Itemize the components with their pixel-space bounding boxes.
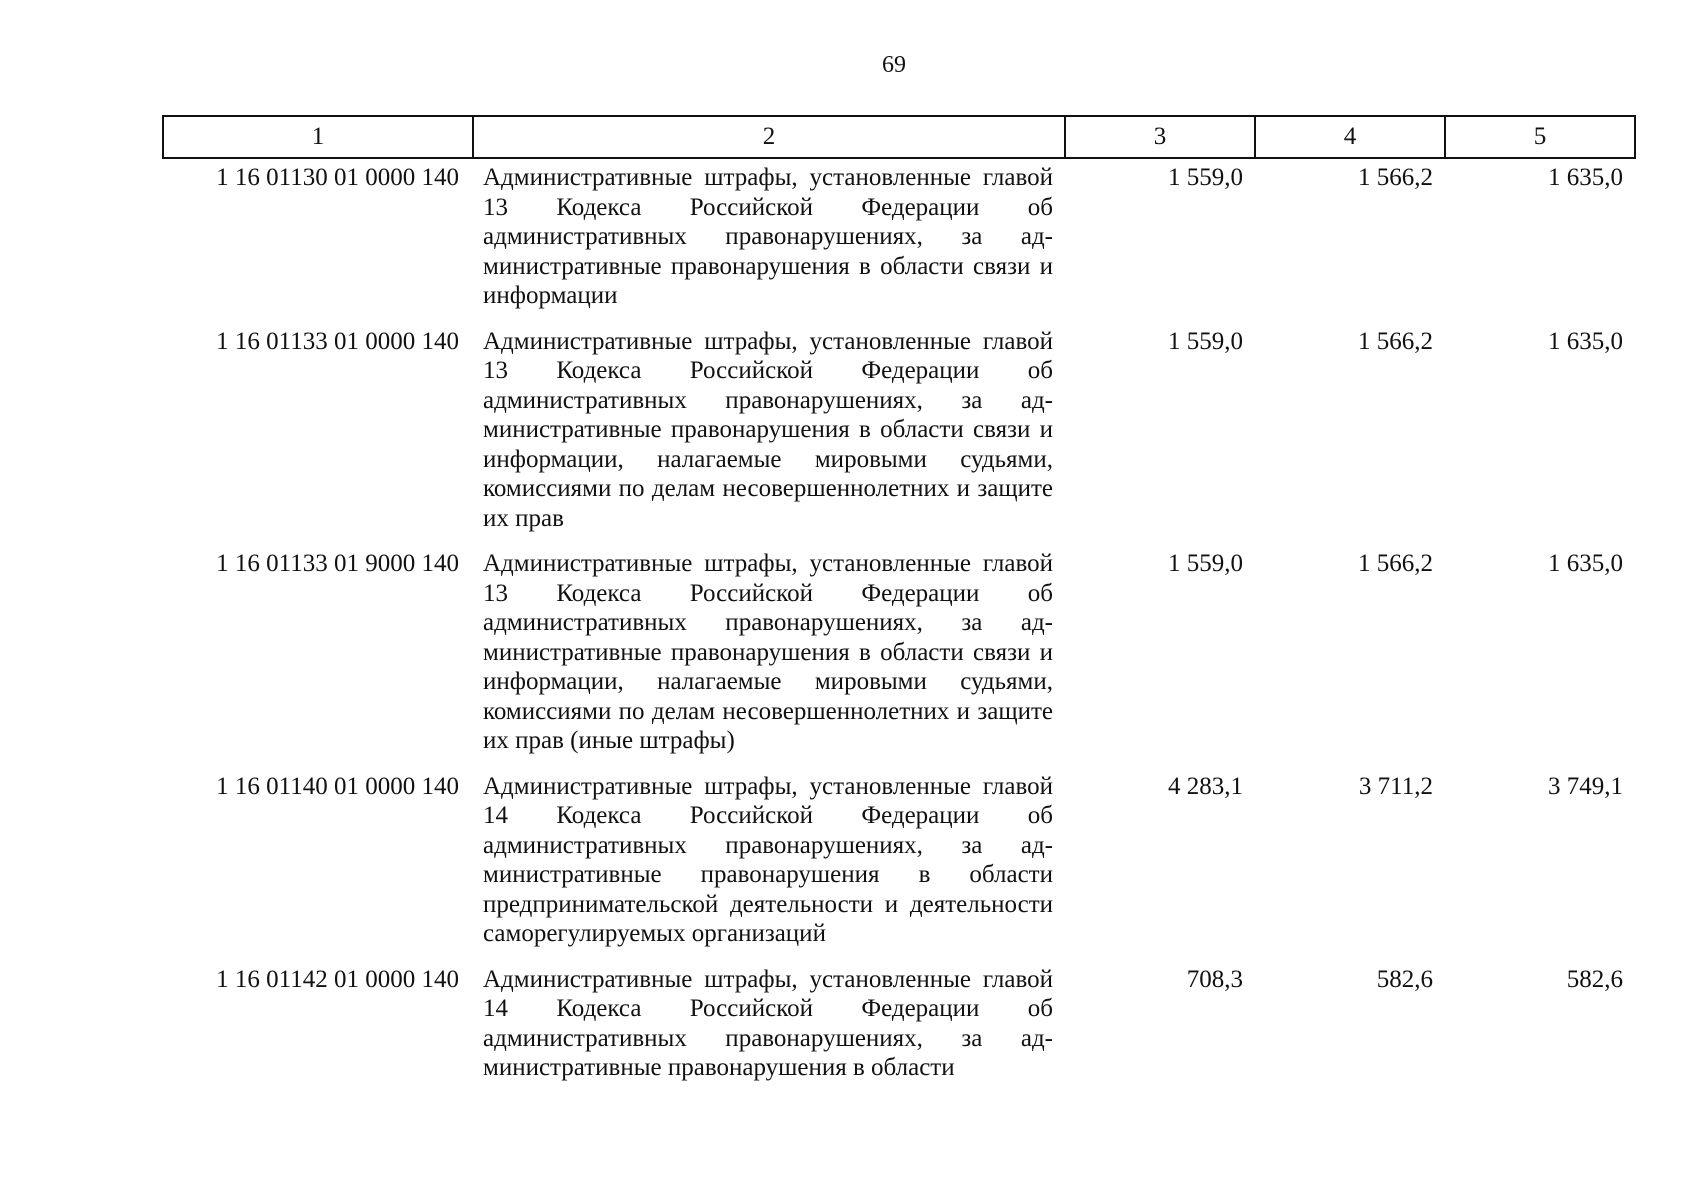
table-body [163,158,1635,1099]
header-row [163,116,1635,158]
revenue-table [162,115,1636,1099]
value-col-3-cell: 708,3 [1186,965,1243,993]
description-cell: Административные штрафы, установленные главой 14 Кодекса Российской Федерации об административных правонарушениях, за административные правонарушения в области [483,965,1053,1081]
table-row [163,772,1635,965]
page-number: 69 [882,52,906,78]
table-row [163,549,1635,772]
value-col-4-cell: 3 711,2 [1358,772,1433,800]
value-col-5-cell: 582,6 [1566,965,1623,993]
table-row [163,158,1635,327]
description-cell: Административные штрафы, установленные главой 14 Кодекса Российской Федерации об административных правонарушениях, за административные правонарушения в области предпринимательской деятельности и деятельности саморегулируемых организаций [483,772,1053,947]
value-col-5-cell: 1 635,0 [1548,164,1623,191]
table-row [163,327,1635,550]
budget-code-cell: 1 16 01133 01 9000 140 [216,550,459,577]
header-col-1: 1 [163,116,473,158]
header-col-2: 2 [473,116,1065,158]
value-col-4-cell: 1 566,2 [1358,327,1433,355]
description-cell: Административные штрафы, установленные главой 13 Кодекса Российской Федерации об административных правонарушениях, за административные правонарушения в области связи и информации [483,164,1053,309]
description-cell: Административные штрафы, установленные главой 13 Кодекса Российской Федерации об административных правонарушениях, за административные правонарушения в области связи и информации, налагаемые мировыми судьями, комиссиями по делам несовершеннолетних и защите их прав [483,327,1053,532]
value-col-3-cell: 4 283,1 [1168,772,1243,800]
value-col-5-cell: 1 635,0 [1548,550,1623,577]
value-col-4-cell: 1 566,2 [1358,550,1433,577]
header-col-3: 3 [1065,116,1255,158]
table-header [163,116,1635,158]
header-col-4: 4 [1255,116,1445,158]
value-col-5-cell: 3 749,1 [1548,772,1623,800]
value-col-3-cell: 1 559,0 [1168,550,1243,577]
description-cell: Административные штрафы, установленные главой 13 Кодекса Российской Федерации об административных правонарушениях, за административные правонарушения в области связи и информации, налагаемые мировыми судьями, комиссиями по делам несовершеннолетних и защите их прав (иные штрафы) [483,550,1053,754]
table-row [163,965,1635,1099]
header-col-5: 5 [1445,116,1635,158]
value-col-3-cell: 1 559,0 [1168,164,1243,191]
budget-code-cell: 1 16 01133 01 0000 140 [216,327,459,355]
budget-code-cell: 1 16 01140 01 0000 140 [216,772,459,800]
value-col-4-cell: 1 566,2 [1358,164,1433,191]
revenue-table-container [162,115,1634,1099]
value-col-5-cell: 1 635,0 [1548,327,1623,355]
value-col-4-cell: 582,6 [1376,965,1433,993]
budget-code-cell: 1 16 01130 01 0000 140 [216,164,459,191]
budget-code-cell: 1 16 01142 01 0000 140 [216,965,459,993]
value-col-3-cell: 1 559,0 [1168,327,1243,355]
